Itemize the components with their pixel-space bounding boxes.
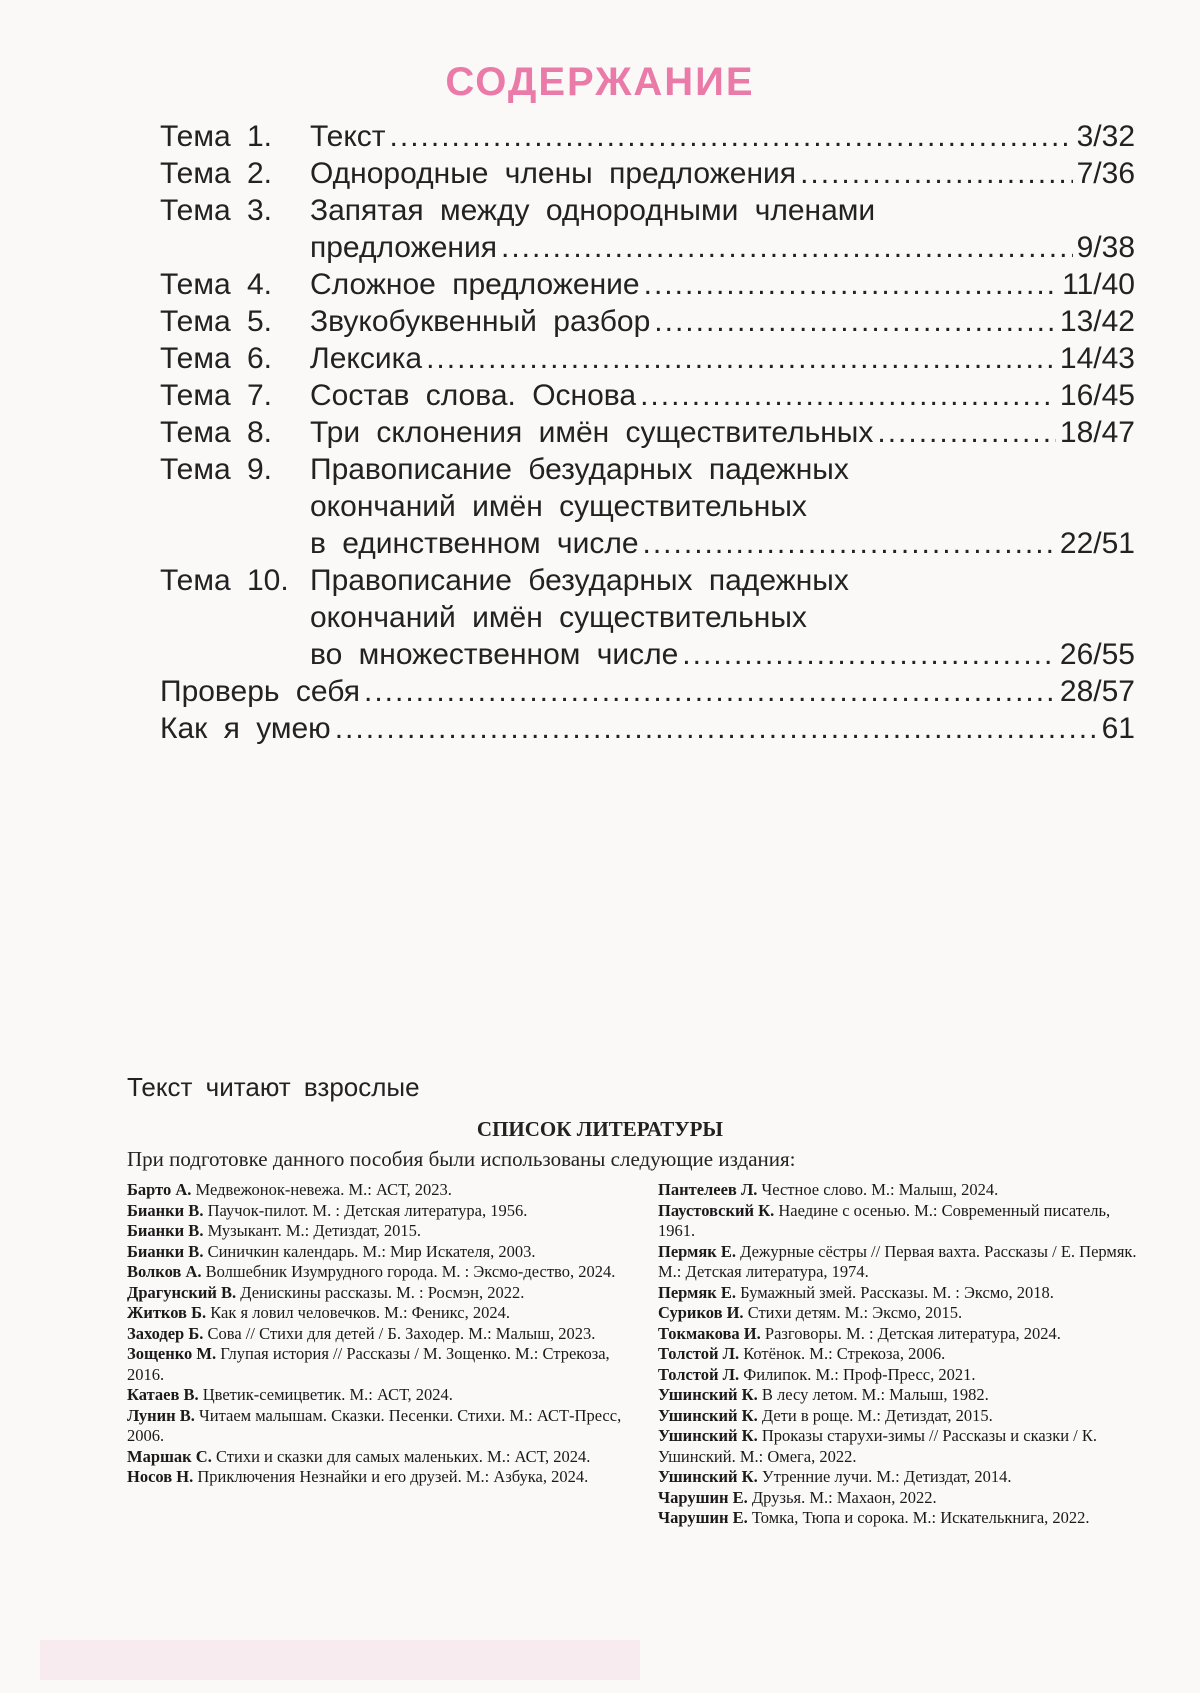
toc-leader-dots — [643, 525, 1056, 562]
literature-list-right — [658, 1180, 1138, 1529]
toc-leader-dots — [800, 155, 1073, 192]
reference-author: Чарушин Е. — [658, 1487, 748, 1507]
toc-topic-label: Тема 3. — [160, 194, 272, 227]
table-of-contents — [160, 118, 1135, 747]
reference-item — [127, 1201, 637, 1222]
decorative-band — [40, 1640, 640, 1680]
toc-topic-title: Три склонения имён существительных — [310, 416, 874, 449]
reference-author: Ушинский К. — [658, 1405, 758, 1425]
toc-entry — [160, 710, 1135, 747]
toc-page-numbers: 26/55 — [1059, 638, 1135, 671]
reference-item — [127, 1262, 637, 1283]
reference-item — [127, 1324, 637, 1345]
reference-author: Пермяк Е. — [658, 1282, 737, 1302]
reference-text: Музыкант. М.: Детиздат, 2015. — [207, 1221, 422, 1240]
reference-author: Ушинский К. — [658, 1467, 758, 1486]
reference-author: Толстой Л. — [658, 1344, 740, 1363]
reference-text: Синичкин календарь. М.: Мир Искателя, 2003. — [207, 1241, 536, 1261]
reference-text: Бумажный змей. Рассказы. М. : Эксмо, 2018. — [740, 1282, 1054, 1302]
toc-page-numbers: 13/42 — [1059, 305, 1135, 338]
reference-text: Разговоры. М. : Детская литература, 2024. — [764, 1323, 1061, 1343]
reference-item — [127, 1406, 637, 1447]
toc-leader-dots — [426, 340, 1056, 377]
reference-author: Барто А. — [127, 1180, 192, 1199]
literature-list-left — [127, 1180, 637, 1488]
toc-topic-title: Сложное предложение — [310, 268, 640, 301]
reference-text: Стихи и сказки для самых маленьких. М.: АСТ, 2024. — [215, 1446, 591, 1466]
reference-author: Пермяк Е. — [658, 1241, 737, 1261]
reference-text: Волшебник Изумрудного города. М. : Эксмо-дество, 2024. — [205, 1262, 616, 1281]
reference-text: Дети в роще. М.: Детиздат, 2015. — [761, 1405, 993, 1425]
toc-topic-title: Запятая между однородными членами — [310, 194, 876, 227]
toc-leader-dots — [877, 414, 1056, 451]
reference-author: Чарушин Е. — [658, 1508, 748, 1527]
reference-author: Житков Б. — [127, 1303, 207, 1322]
reference-item — [658, 1303, 1138, 1324]
reference-item — [658, 1344, 1138, 1365]
reference-text: Томка, Тюпа и сорока. М.: Искателькнига, 2022. — [751, 1508, 1090, 1527]
toc-page-numbers: 16/45 — [1059, 379, 1135, 412]
reference-text: Цветик-семицветик. М.: АСТ, 2024. — [202, 1385, 453, 1404]
reference-text: Котёнок. М.: Стрекоза, 2006. — [743, 1344, 946, 1363]
reference-item — [658, 1283, 1138, 1304]
reference-text: Честное слово. М.: Малыш, 2024. — [761, 1180, 999, 1199]
reference-item — [127, 1467, 637, 1488]
reference-item — [658, 1242, 1138, 1283]
reference-author: Толстой Л. — [658, 1364, 740, 1384]
reference-item — [658, 1201, 1138, 1242]
toc-topic-title: Звукобуквенный разбор — [310, 305, 651, 338]
reference-author: Катаев В. — [127, 1385, 199, 1404]
toc-topic-title: окончаний имён существительных — [310, 490, 807, 523]
toc-entry — [160, 562, 1135, 673]
toc-topic-title: Как я умею — [160, 712, 331, 745]
literature-title: СПИСОК ЛИТЕРАТУРЫ — [476, 1117, 724, 1141]
reference-item — [658, 1488, 1138, 1509]
reference-item — [658, 1324, 1138, 1345]
toc-entry — [160, 340, 1135, 377]
toc-topic-label: Тема 4. — [160, 268, 272, 301]
reference-author: Суриков И. — [658, 1303, 744, 1322]
toc-topic-title: предложения — [310, 231, 497, 264]
reference-author: Пантелеев Л. — [658, 1180, 758, 1199]
reference-item — [127, 1303, 637, 1324]
reference-item — [658, 1508, 1138, 1529]
reference-text: Медвежонок-невежа. М.: АСТ, 2023. — [195, 1180, 452, 1199]
toc-page-numbers: 14/43 — [1059, 342, 1135, 375]
toc-topic-title: Правописание безударных падежных — [310, 564, 849, 597]
toc-topic-label: Тема 6. — [160, 342, 272, 375]
reference-author: Волков А. — [127, 1262, 202, 1281]
toc-topic-label: Тема 10. — [160, 564, 289, 597]
toc-topic-label: Тема 8. — [160, 416, 272, 449]
toc-entry — [160, 155, 1135, 192]
reference-item — [127, 1385, 637, 1406]
toc-topic-title: окончаний имён существительных — [310, 601, 807, 634]
toc-topic-title: Состав слова. Основа — [310, 379, 637, 412]
reference-text: Утренние лучи. М.: Детиздат, 2014. — [761, 1467, 1012, 1486]
reference-item — [658, 1180, 1138, 1201]
toc-page-numbers: 3/32 — [1076, 120, 1135, 153]
reference-item — [658, 1385, 1138, 1406]
reference-author: Бианки В. — [127, 1200, 204, 1220]
toc-entry — [160, 266, 1135, 303]
reference-item — [127, 1344, 637, 1385]
toc-leader-dots — [501, 229, 1073, 266]
toc-topic-label: Тема 5. — [160, 305, 272, 338]
reference-author: Ушинский К. — [658, 1385, 758, 1404]
toc-topic-label: Тема 1. — [160, 120, 272, 153]
reference-text: Проказы старухи-зимы // Рассказы и сказки / К. Ушинский. М.: Омега, 2022. — [658, 1426, 1097, 1466]
reference-author: Бианки В. — [127, 1221, 204, 1240]
reference-author: Паустовский К. — [658, 1200, 775, 1220]
reference-text: Читаем малышам. Сказки. Песенки. Стихи. М.: АСТ-Пресс, 2006. — [127, 1405, 622, 1445]
toc-entry — [160, 451, 1135, 562]
literature-intro: При подготовке данного пособия были использованы следующие издания: — [127, 1147, 796, 1171]
reference-text: Друзья. М.: Махаон, 2022. — [751, 1487, 937, 1507]
reference-text: В лесу летом. М.: Малыш, 1982. — [761, 1385, 989, 1404]
toc-topic-title: Текст — [310, 120, 386, 153]
toc-topic-title: во множественном числе — [310, 638, 679, 671]
reference-author: Токмакова И. — [658, 1323, 761, 1343]
reference-author: Бианки В. — [127, 1241, 204, 1261]
toc-entry — [160, 414, 1135, 451]
reference-text: Денискины рассказы. М. : Росмэн, 2022. — [240, 1282, 525, 1302]
reference-text: Стихи детям. М.: Эксмо, 2015. — [747, 1303, 963, 1322]
toc-leader-dots — [644, 266, 1059, 303]
toc-page-numbers: 22/51 — [1059, 527, 1135, 560]
toc-entry — [160, 303, 1135, 340]
reference-author: Заходер Б. — [127, 1323, 204, 1343]
toc-topic-title: Лексика — [310, 342, 423, 375]
reference-item — [658, 1406, 1138, 1427]
toc-page-numbers: 18/47 — [1059, 416, 1135, 449]
reference-text: Филипок. М.: Проф-Пресс, 2021. — [743, 1364, 976, 1384]
toc-topic-title: Однородные члены предложения — [310, 157, 797, 190]
reference-item — [127, 1180, 637, 1201]
toc-entry — [160, 192, 1135, 266]
toc-leader-dots — [364, 673, 1056, 710]
toc-leader-dots — [390, 118, 1073, 155]
toc-entry — [160, 377, 1135, 414]
toc-page-numbers: 11/40 — [1062, 268, 1135, 301]
page-title: СОДЕРЖАНИЕ — [445, 60, 755, 104]
reference-item — [658, 1426, 1138, 1467]
toc-leader-dots — [335, 710, 1098, 747]
toc-topic-title: в единственном числе — [310, 527, 639, 560]
toc-leader-dots — [640, 377, 1056, 414]
reference-text: Дежурные сёстры // Первая вахта. Рассказы / Е. Пермяк. М.: Детская литература, 1974. — [658, 1241, 1137, 1281]
reference-author: Драгунский В. — [127, 1282, 237, 1302]
toc-topic-label: Тема 7. — [160, 379, 272, 412]
toc-topic-label: Тема 2. — [160, 157, 272, 190]
toc-page-numbers: 7/36 — [1076, 157, 1135, 190]
reference-item — [127, 1242, 637, 1263]
reference-text: Паучок-пилот. М. : Детская литература, 1956. — [207, 1200, 528, 1220]
toc-entry — [160, 118, 1135, 155]
toc-topic-title: Проверь себя — [160, 675, 360, 708]
reference-text: Приключения Незнайки и его друзей. М.: Азбука, 2024. — [197, 1467, 589, 1486]
reference-text: Наедине с осенью. М.: Современный писатель, 1961. — [658, 1200, 1111, 1240]
reference-item — [658, 1467, 1138, 1488]
reference-author: Лунин В. — [127, 1405, 195, 1425]
reference-item — [658, 1365, 1138, 1386]
toc-topic-label: Тема 9. — [160, 453, 272, 486]
toc-leader-dots — [682, 636, 1056, 673]
toc-topic-title: Правописание безударных падежных — [310, 453, 849, 486]
toc-entry — [160, 673, 1135, 710]
toc-page-numbers: 61 — [1101, 712, 1135, 745]
reference-author: Зощенко М. — [127, 1344, 217, 1363]
reference-author: Ушинский К. — [658, 1426, 758, 1445]
toc-leader-dots — [654, 303, 1056, 340]
reference-author: Маршак С. — [127, 1446, 212, 1466]
reference-text: Как я ловил человечков. М.: Феникс, 2024. — [210, 1303, 510, 1322]
adult-reading-note: Текст читают взрослые — [127, 1072, 420, 1102]
toc-page-numbers: 28/57 — [1059, 675, 1135, 708]
reference-item — [127, 1221, 637, 1242]
reference-author: Носов Н. — [127, 1467, 194, 1486]
reference-text: Глупая история // Рассказы / М. Зощенко. М.: Стрекоза, 2016. — [127, 1344, 610, 1384]
reference-item — [127, 1283, 637, 1304]
toc-page-numbers: 9/38 — [1076, 231, 1135, 264]
reference-item — [127, 1447, 637, 1468]
reference-text: Сова // Стихи для детей / Б. Заходер. М.: Малыш, 2023. — [207, 1323, 596, 1343]
